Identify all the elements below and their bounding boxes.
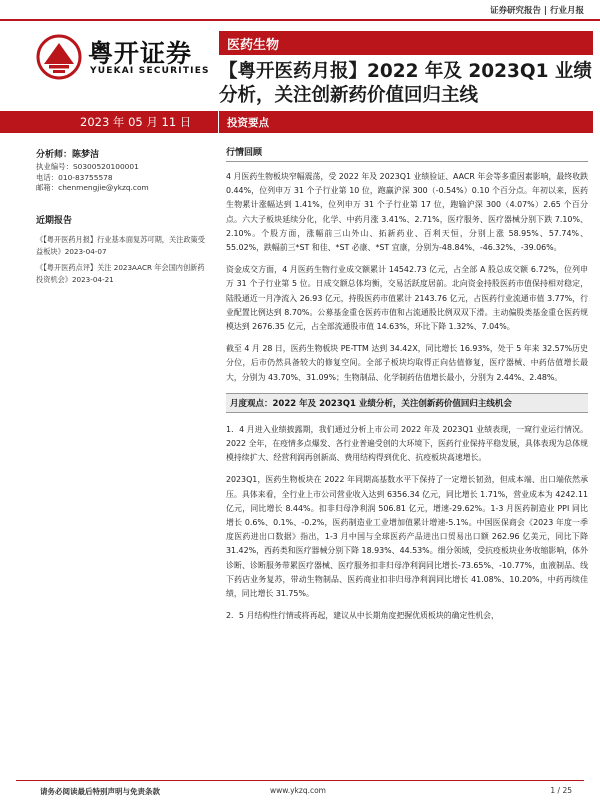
sector-label: 医药生物 [227, 38, 280, 53]
analyst-license: 执业编号：S0300520100001 [36, 162, 139, 172]
recent-report-item[interactable]: 《【粤开医药点评】关注 2023AACR 年会国内创新药投资机会》2023-04-21 [36, 263, 205, 285]
analyst-phone: 电话：010-83755578 [36, 172, 113, 182]
keypoints-banner [219, 111, 593, 133]
q1-paragraph: 2023Q1，医药生物板块在 2022 年同期高基数水平下保持了一定增长韧劲，但成本端、出口端依然承压。具体来看，全行业上市公司营业收入达到 6356.34 亿元，同比增长 1.71%，营业成本为 4242.11 亿元，同比增长 8.44%。扣非归母净利润 506.81 亿元，增速-29.62%。1-3 月医药制造业 PPI 同比增长 0.6%、0.1%、-0.2%，医药制造业工业增加值累计增速-5.1%。中国医保商会《2023 年度一季度医药进出口数据》指出，1-3 月中国与全球医药产品进出口贸易出口额 262.96 亿美元，同比下降 31.42%，西药类和医疗器械分别下降 18.93%、44.53%。细分领域，受抗疫板块业务收缩影响，体外诊断、诊断服务带累医疗器械、医疗服务扣非归母净利润同比增长-73.65%、-10.77%，血液制品、线下药店业务复苏，带动生物制品、医药商业扣非归母净利润同比增长 41.08%、10.20%，中药再续佳绩，同比增长 31.75%。 [226, 475, 588, 599]
report-type-label: 证券研究报告 | 行业月报 [489, 6, 584, 16]
analyst-name: 分析师：陈梦洁 [36, 150, 100, 160]
recent-reports-title: 近期报告 [36, 215, 73, 226]
market-review-paragraph: 4 月医药生物板块窄幅震荡，受 2022 年及 2023Q1 业绩验证、AACR 年会等多重因素影响，最终收跌 0.44%，位列申万 31 个子行业第 10 位，跑赢沪深 300（-0.54%）0.10 个百分点。年初以来，医药生物累计涨幅达到 1.41%，位列申万 31 个子行业第 17 位，跑输沪深 300（4.07%）2.65 个百分点。六大子板块延续分化，化学、中药月涨 3.41%、2.71%，医疗服务、医疗器械分别下跌 7.10%、2.10%。个股方面，涨幅前三山外山、拓新药业、百利天恒，分别上涨 58.95%、57.74%、55.02%，跌幅前三*ST 和佳、*ST 必康、*ST 宜康，分别为-48.84%、-46.32%、-39.06%。 [226, 172, 588, 253]
section-monthly-view-title: 月度观点：2022 年及 2023Q1 业绩分析，关注创新药价值回归主线机会 [226, 393, 588, 413]
header-divider [0, 19, 600, 21]
footer-website-link[interactable]: www.ykzq.com [270, 786, 326, 795]
top-header [0, 0, 600, 22]
page-number: 1 / 25 [550, 786, 572, 795]
brand-name-en: YUEKAI SECURITIES [90, 66, 210, 76]
outlook-paragraph: 2．5 月结构性行情或将再起，建议从中长期角度把握优质板块的确定性机会， [226, 611, 499, 621]
fund-flow-paragraph: 资金成交方面，4 月医药生物行业成交额累计 14542.73 亿元，占全部 A 股总成交额 6.72%，位列申万 31 个子行业第 5 位。日成交额总体均衡，交易活跃度居前。北向资金持股医药市值保持相对稳定，陆股通近一月净流入 26.93 亿元，持股医药市值累计 2143.76 亿元，占医药行业流通市值 3.77%，行业配置比例达到 8.70%。公募基金重仓医药市值和占流通股比例双双下滑。主动偏股类基金重仓医药规模达到 2676.35 亿元，占全部流通股市值 14.63%，环比下降 1.32%、7.04%。 [226, 265, 588, 332]
sidebar [36, 150, 208, 290]
valuation-paragraph: 截至 4 月 28 日，医药生物板块 PE-TTM 达到 34.42X，同比增长 16.93%，处于 5 年来 32.57%历史分位，后市仍然具备较大的修复空间。全部子板块均取得正向估值修复，医疗器械、中药估值增长最大，分别为 43.70%、31.09%；生物制品、化学制药估值增长最小，分别为 2.44%、2.48%。 [226, 344, 588, 382]
page-footer [0, 780, 600, 800]
footer-divider [16, 780, 584, 781]
section-market-review-title: 行情回顾 [226, 145, 588, 162]
earnings-paragraph: 1．4 月进入业绩披露期，我们通过分析上市公司 2022 年及 2023Q1 业绩表现，一窥行业运行情况。2022 全年，在疫情多点爆发、各行业普遍受创的大环境下，医药行业保持平稳发展，具体表现为总体规模持续扩大、经营利润再创新高、费用结构得到优化、抗疫板块高速增长。 [226, 424, 588, 463]
report-title: 【粤开医药月报】2022 年及 2023Q1 业绩分析，关注创新药价值回归主线 [219, 61, 592, 106]
brand-name-cn: 粤开证券 [88, 39, 193, 68]
footer-disclaimer: 请务必阅读最后特别声明与免责条款 [40, 787, 160, 796]
logo-mark-icon [36, 34, 82, 80]
main-content [226, 145, 588, 631]
brand-logo [36, 32, 210, 86]
analyst-email[interactable]: 邮箱：chenmengjie@ykzq.com [36, 183, 149, 193]
keypoints-label: 投资要点 [227, 117, 269, 129]
date-banner [0, 111, 218, 133]
sector-banner [219, 31, 593, 55]
report-date: 2023 年 05 月 11 日 [80, 115, 192, 129]
recent-report-item[interactable]: 《【粤开医药月报】行业基本面复苏可期，关注政策受益板块》2023-04-07 [36, 235, 205, 257]
